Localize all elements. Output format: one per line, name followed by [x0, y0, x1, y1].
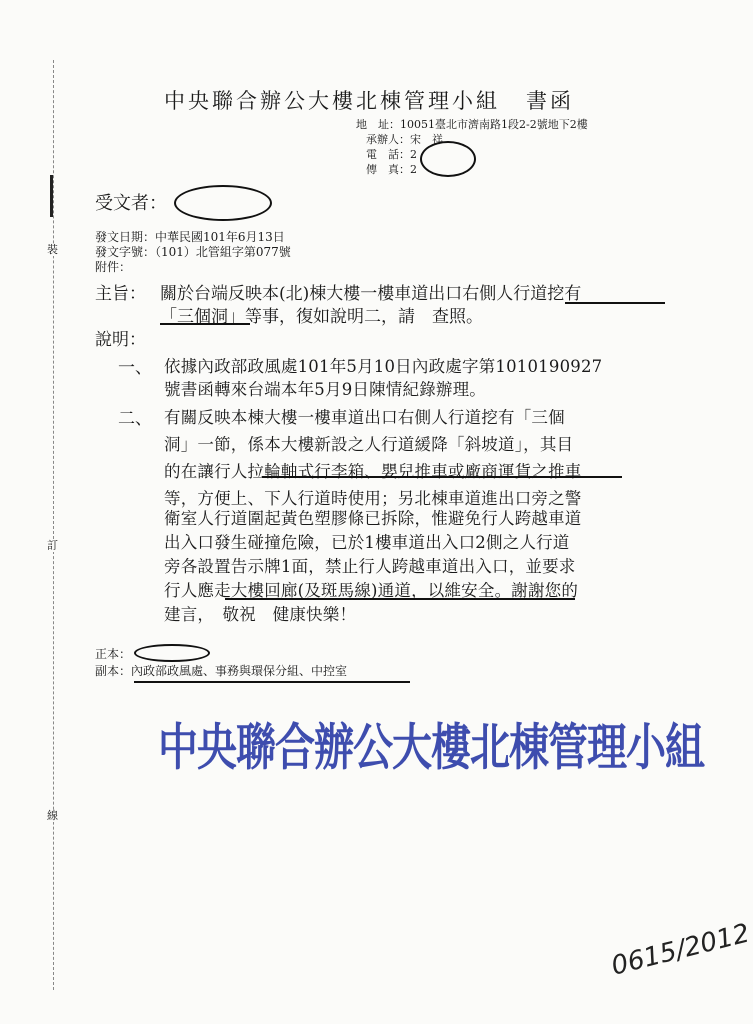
binding-line: [53, 60, 54, 990]
item-number-1: 一、: [118, 358, 152, 378]
binding-bar: [50, 175, 53, 217]
phone: 電 話：2: [366, 148, 417, 161]
org-title: 中央聯合辦公大樓北棟管理小組: [164, 89, 500, 113]
item1-line-1: 依據內政部政風處101年5月10日內政處字第1010190927: [164, 357, 603, 376]
subject-line-2: 「三個洞」等事，復如說明二，請 查照。: [160, 307, 483, 327]
item2-line-2: 洞」一節，係本大樓新設之人行道緩降「斜坡道」，其目: [164, 435, 574, 454]
explanation-label: 說明：: [95, 330, 146, 350]
item2-line-7: 旁各設置告示牌1面，禁止行人跨越車道出入口，並要求: [164, 557, 576, 576]
recipient-label: 受文者：: [95, 193, 167, 214]
original-redaction: [134, 644, 210, 662]
item2-line-8: 行人應走大樓回廊(及斑馬線)通道，以維安全。謝謝您的: [164, 581, 579, 600]
doc-type: 書函: [526, 89, 574, 113]
underline: [134, 681, 410, 683]
handler: 承辦人：宋 祥: [366, 133, 443, 146]
underline: [565, 302, 665, 304]
redaction-mark: [420, 141, 476, 177]
underline: [225, 598, 575, 600]
subject-label: 主旨：: [95, 284, 146, 304]
letterhead-title: [0, 85, 738, 115]
item-number-2: 二、: [118, 409, 152, 429]
recipient-redaction: [174, 185, 272, 221]
handwritten-note: 0615/2012: [608, 918, 753, 982]
organization-seal: 中央聯合辦公大樓北棟管理小組: [158, 718, 704, 777]
underline: [160, 323, 250, 325]
attachment: 附件：: [95, 260, 132, 274]
original-recipient: 正本：: [95, 647, 132, 661]
underline: [262, 476, 622, 478]
item2-line-9: 建言， 敬祝 健康快樂！: [164, 605, 357, 624]
binding-mark-staple: 訂: [47, 539, 58, 552]
item1-line-2: 號書函轉來台端本年5月9日陳情紀錄辦理。: [164, 380, 486, 399]
binding-mark-line: 線: [47, 809, 58, 822]
item2-line-5: 衛室人行道圍起黃色塑膠條已拆除，惟避免行人跨越車道: [164, 509, 582, 528]
copy-recipients: 副本：內政部政風處、事務與環保分組、中控室: [95, 664, 348, 678]
binding-mark-bind: 裝: [47, 243, 58, 256]
item2-line-6: 出入口發生碰撞危險，已於1樓車道出入口2側之人行道: [164, 533, 570, 552]
item2-line-4: 等，方便上、下人行道時使用；另北棟車道進出口旁之警: [164, 489, 582, 508]
fax: 傳 真：2: [366, 163, 417, 176]
item2-line-3: 的在讓行人拉輪軸式行李箱、嬰兒推車或廠商運貨之推車: [164, 462, 582, 481]
subject-line-1: 關於台端反映本(北)棟大樓一樓車道出口右側人行道挖有: [160, 284, 582, 304]
issue-date: 發文日期：中華民國101年6月13日: [95, 230, 285, 244]
item2-line-1: 有關反映本棟大樓一樓車道出口右側人行道挖有「三個: [164, 408, 565, 427]
address: 地 址：10051臺北市濟南路1段2-2號地下2樓: [356, 118, 588, 131]
issue-number: 發文字號：（101）北管組字第077號: [95, 245, 291, 259]
